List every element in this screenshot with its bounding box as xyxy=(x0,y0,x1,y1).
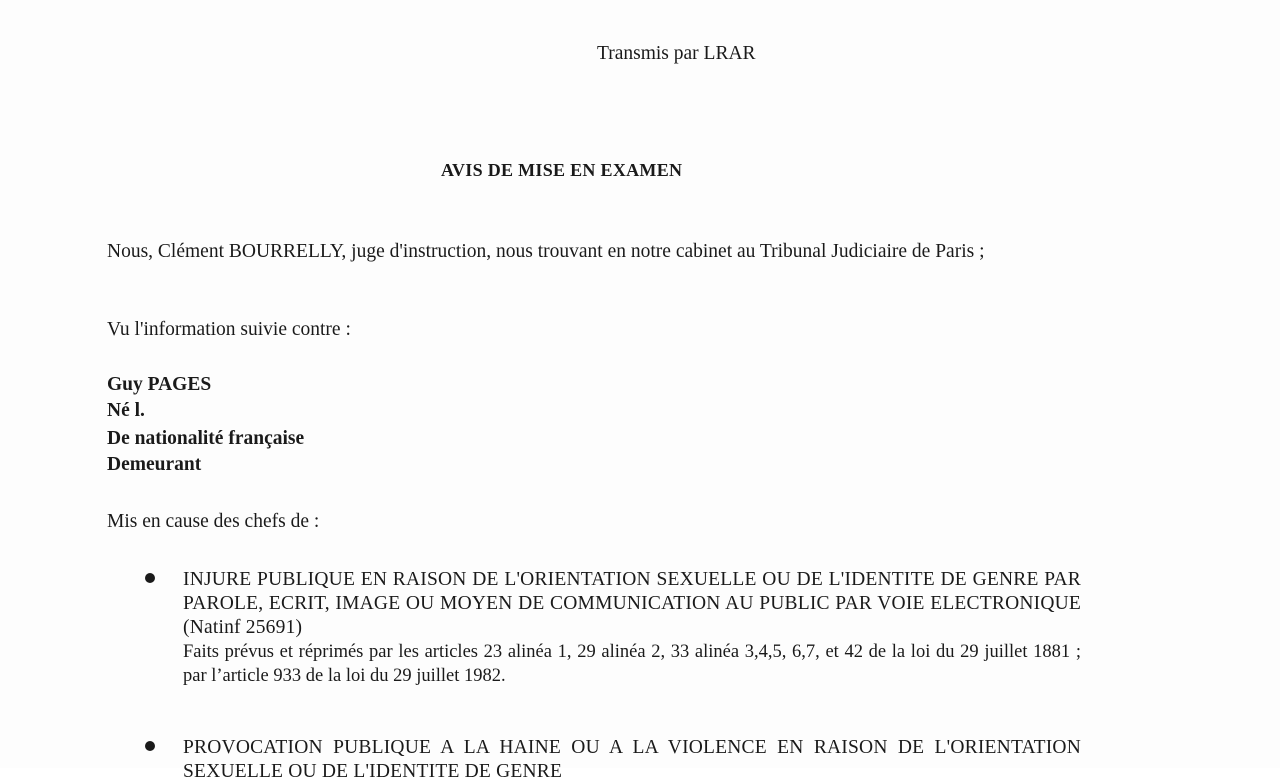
charge-legal-basis: Faits prévus et réprimés par les articles 23 alinéa 1, 29 alinéa 2, 33 alinéa 3,4,5, 6,7, et 42 de la loi du 29 juillet 1881 ; par l’article 933 de la loi du 29 juillet 1982. xyxy=(183,642,1081,686)
charge-title: PROVOCATION PUBLIQUE A LA HAINE OU A LA VIOLENCE EN RAISON DE L'ORIENTATION SEXUELLE OU DE L'IDENTITE DE GENRE xyxy=(183,737,1081,782)
person-residence: Demeurant xyxy=(107,454,202,475)
charge-title: INJURE PUBLIQUE EN RAISON DE L'ORIENTATION SEXUELLE OU DE L'IDENTITE DE GENRE PAR PAROLE, ECRIT, IMAGE OU MOYEN DE COMMUNICATION AU PUBLIC PAR VOIE ELECTRONIQUE (Natinf 25691) xyxy=(183,569,1081,638)
bullet-icon xyxy=(145,573,155,583)
intro-paragraph: Nous, Clément BOURRELLY, juge d'instruction, nous trouvant en notre cabinet au Tribunal Judiciaire de Paris ; xyxy=(107,241,985,262)
person-birth: Né l. xyxy=(107,400,145,421)
person-nationality: De nationalité française xyxy=(107,428,305,449)
person-name: Guy PAGES xyxy=(107,374,212,395)
charges-intro: Mis en cause des chefs de : xyxy=(107,511,320,532)
information-line: Vu l'information suivie contre : xyxy=(107,319,351,340)
document-title: AVIS DE MISE EN EXAMEN xyxy=(441,160,683,180)
bullet-icon xyxy=(145,741,155,751)
charge-item xyxy=(183,568,1081,688)
charge-item xyxy=(183,736,1081,784)
transmission-note: Transmis par LRAR xyxy=(597,43,756,64)
